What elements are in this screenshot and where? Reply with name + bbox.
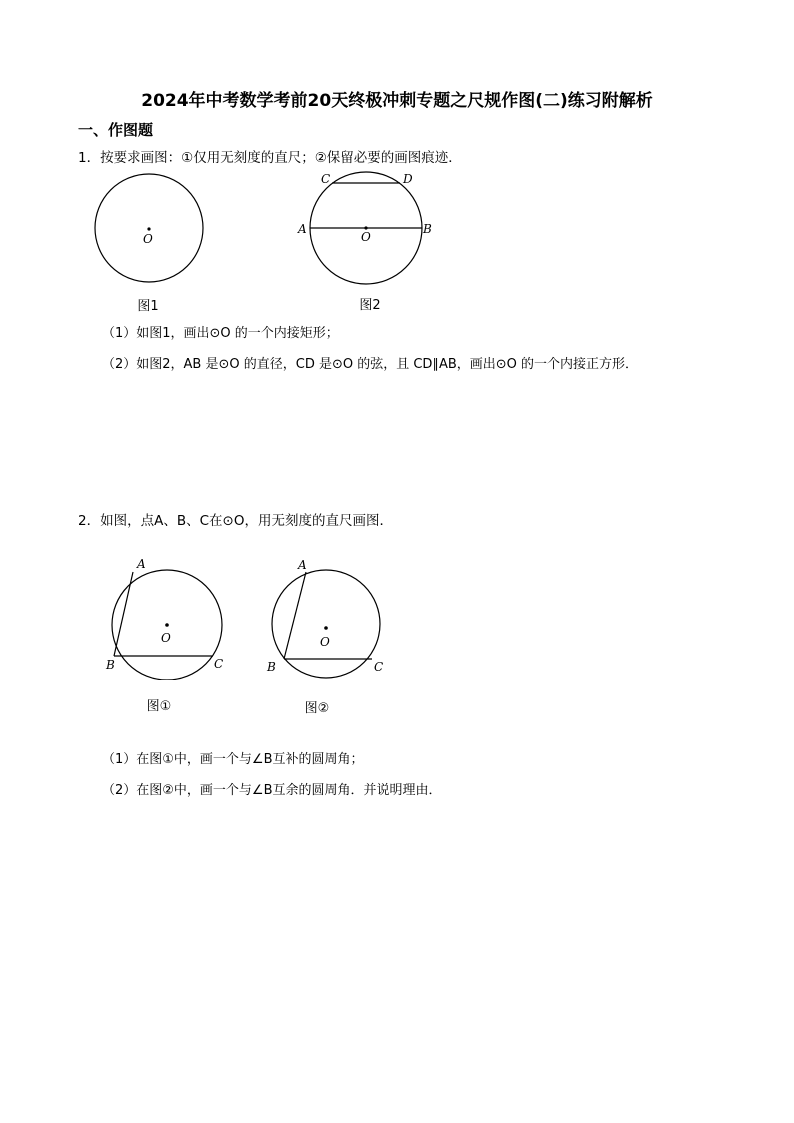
q1-fig1-caption: 图1 — [137, 299, 159, 314]
section-heading: 一、作图题 — [78, 121, 154, 139]
chord-ab — [114, 572, 133, 656]
label-o: O — [161, 631, 171, 645]
label-b: B — [267, 660, 276, 674]
q1-fig2-caption: 图2 — [359, 298, 381, 313]
label-o: O — [361, 230, 371, 244]
label-a: A — [137, 557, 146, 571]
label-a: A — [298, 222, 307, 236]
q2-figure-1 — [100, 552, 235, 680]
label-c: C — [321, 172, 331, 186]
page-title: 2024年中考数学考前20天终极冲刺专题之尺规作图(二)练习附解析 — [141, 91, 653, 111]
q2-stem: 2．如图，点A、B、C在⊙O，用无刻度的直尺画图． — [78, 513, 393, 529]
q1-figure-1 — [90, 168, 210, 288]
label-b: B — [106, 658, 115, 672]
q2-part-2: （2）在图②中，画一个与∠B互余的圆周角．并说明理由． — [102, 783, 442, 798]
label-a: A — [298, 558, 307, 572]
q2-fig2-caption: 图② — [304, 701, 330, 716]
q1-figure-2 — [292, 168, 442, 290]
q1-part-2: （2）如图2，AB 是⊙O 的直径，CD 是⊙O 的弦，且 CD∥AB，画出⊙O 的一个内接正方形． — [102, 357, 639, 372]
label-b: B — [423, 222, 432, 236]
label-c: C — [374, 660, 384, 674]
q2-part-1: （1）在图①中，画一个与∠B互补的圆周角； — [102, 752, 364, 767]
label-o: O — [320, 635, 330, 649]
q1-part-1: （1）如图1，画出⊙O 的一个内接矩形； — [102, 326, 339, 341]
center-dot — [147, 227, 150, 230]
q1-stem: 1．按要求画图：①仅用无刻度的直尺；②保留必要的画图痕迹． — [78, 150, 462, 166]
chord-ab — [284, 572, 306, 659]
label-c: C — [214, 657, 224, 671]
center-dot — [324, 626, 328, 630]
label-o: O — [143, 232, 153, 246]
circle-o — [272, 570, 380, 678]
q2-fig1-caption: 图① — [146, 699, 172, 714]
label-d: D — [403, 172, 413, 186]
center-dot — [165, 623, 169, 627]
q2-figure-2 — [262, 557, 397, 682]
